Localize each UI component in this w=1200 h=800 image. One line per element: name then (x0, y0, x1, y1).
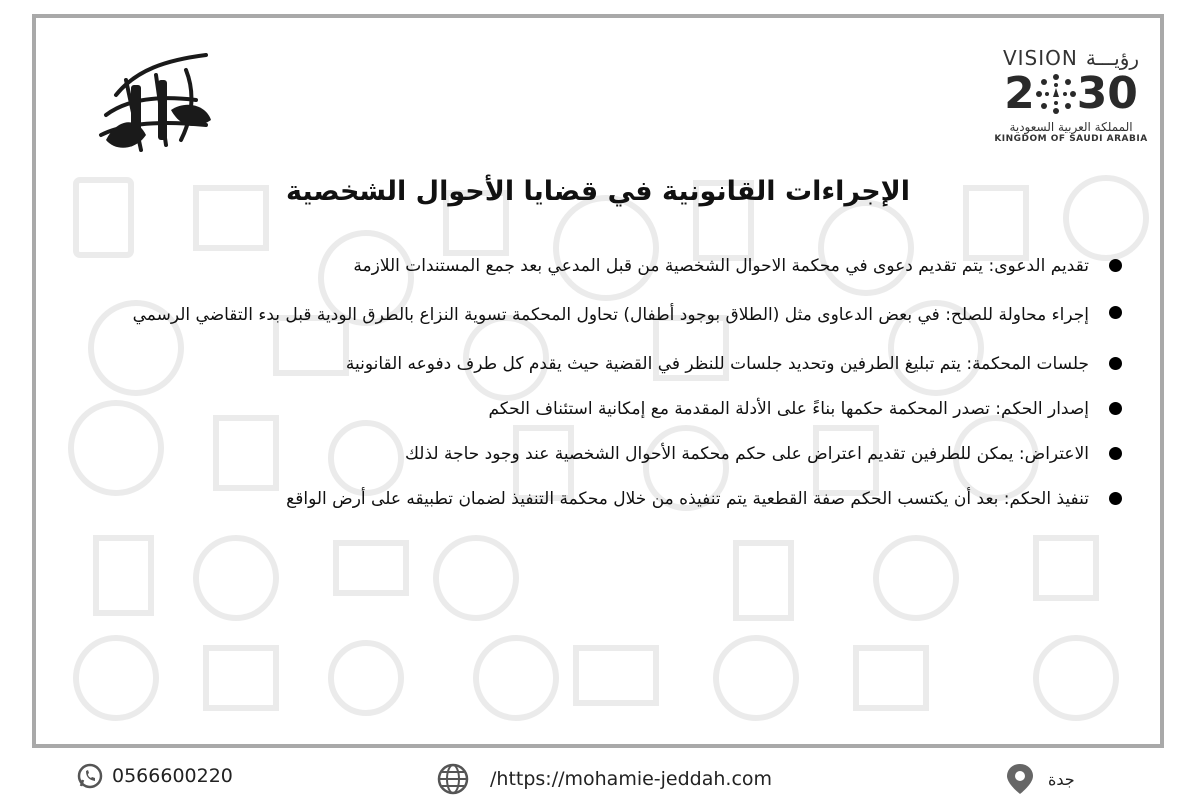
bullet-icon (1109, 259, 1122, 272)
bullet-icon (1109, 492, 1122, 505)
footer-website[interactable] (436, 762, 772, 796)
footer (0, 756, 1200, 800)
footer-city (1004, 762, 1075, 796)
list-item (72, 348, 1122, 380)
list-item-text: جلسات المحكمة: يتم تبليغ الطرفين وتحديد جلسات للنظر في القضية حيث يقدم كل طرف دفوعه القانونية (345, 354, 1089, 374)
calligraphy-logo (86, 40, 226, 160)
whatsapp-icon (76, 762, 104, 790)
list-item (72, 483, 1122, 515)
vision-country-en: KINGDOM OF SAUDI ARABIA (994, 134, 1148, 144)
globe-icon (436, 762, 470, 796)
vision-emblem-icon (1035, 73, 1077, 115)
list-item-text: تقديم الدعوى: يتم تقديم دعوى في محكمة الاحوال الشخصية من قبل المدعي بعد جمع المستندات اللازمة (353, 256, 1089, 276)
list-item-text: إجراء محاولة للصلح: في بعض الدعاوى مثل (الطلاق بوجود أطفال) تحاول المحكمة تسوية النزاع بالطرق الودية قبل بدء التقاضي الرسمي (132, 305, 1089, 325)
city-name: جدة (1048, 769, 1075, 789)
bullet-icon (1109, 447, 1122, 460)
website-url: /https://mohamie-jeddah.com (490, 768, 773, 790)
bullet-icon (1109, 357, 1122, 370)
procedures-list (72, 250, 1122, 528)
location-pin-icon (1004, 762, 1036, 796)
list-item (72, 438, 1122, 470)
list-item-text: إصدار الحكم: تصدر المحكمة حكمها بناءً على الأدلة المقدمة مع إمكانية استئناف الحكم (488, 399, 1089, 419)
list-item-text: تنفيذ الحكم: بعد أن يكتسب الحكم صفة القطعية يتم تنفيذه من خلال محكمة التنفيذ لضمان تطبيقه على أرض الواقع (286, 489, 1089, 509)
vision-ar-word: رؤيـــة (1085, 46, 1140, 70)
vision-number-left: 2 (1004, 68, 1035, 119)
list-item (72, 295, 1122, 335)
vision-country-ar: المملكة العربية السعودية (1009, 120, 1133, 134)
list-item (72, 393, 1122, 425)
bullet-icon (1109, 402, 1122, 415)
phone-number: 0566600220 (112, 765, 233, 787)
vision-2030-logo (986, 46, 1156, 161)
list-item (72, 250, 1122, 282)
vision-word: VISION (1002, 46, 1078, 70)
vision-number-right: 30 (1076, 68, 1138, 119)
document-frame (32, 14, 1164, 748)
list-item-text: الاعتراض: يمكن للطرفين تقديم اعتراض على حكم محكمة الأحوال الشخصية عند وجود حاجة لذلك (404, 444, 1089, 464)
footer-phone[interactable] (76, 762, 233, 790)
page-title: الإجراءات القانونية في قضايا الأحوال الشخصية (285, 176, 911, 207)
bullet-icon (1109, 306, 1122, 319)
